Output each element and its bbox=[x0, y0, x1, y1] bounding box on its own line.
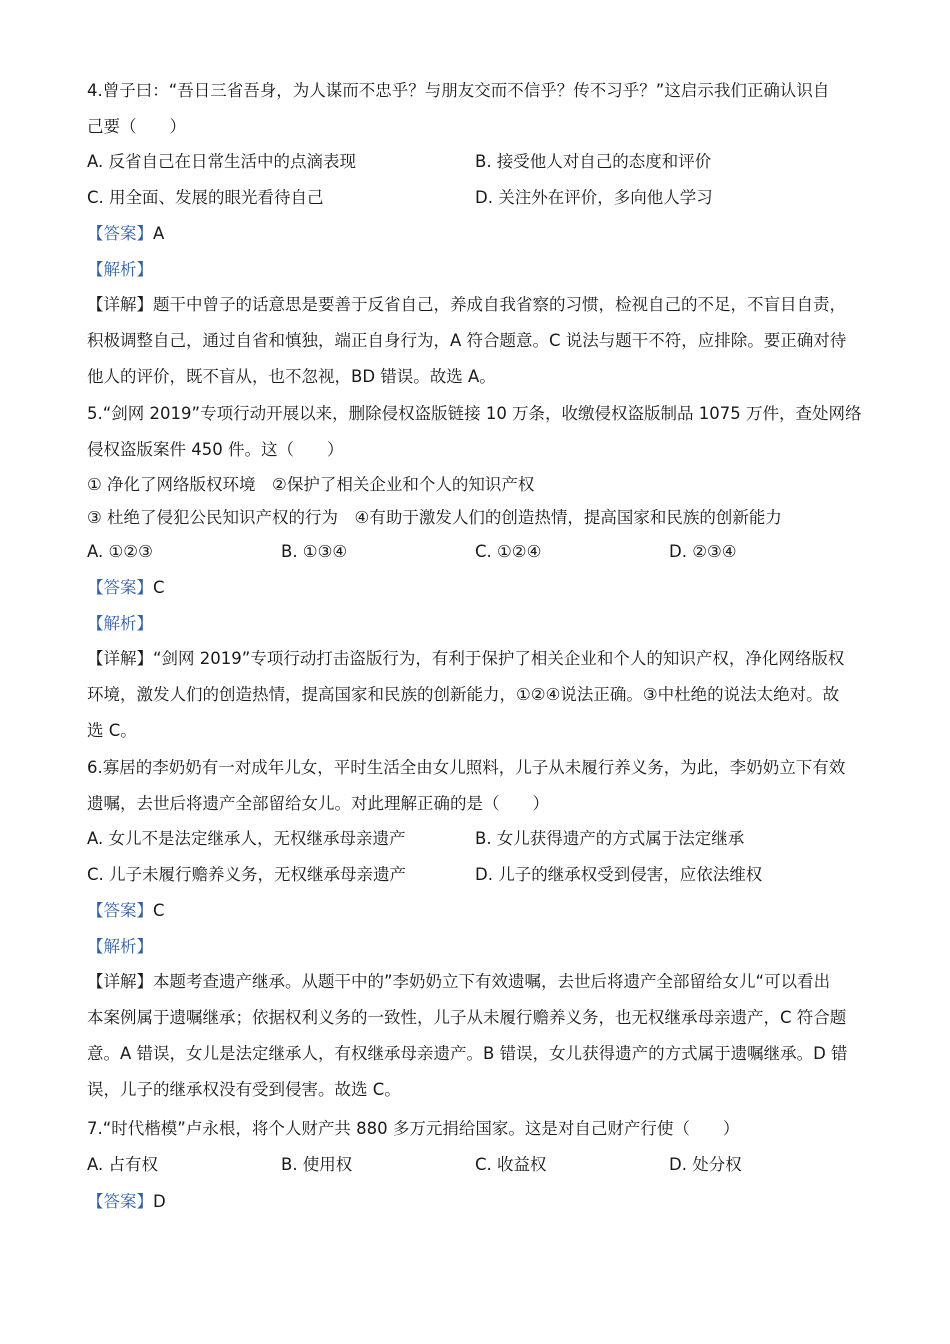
q6-stem-line2: 遗嘱，去世后将遗产全部留给女儿。对此理解正确的是（ ） bbox=[87, 794, 549, 813]
answer-value: A bbox=[153, 224, 165, 243]
q7-stem-line1: 7.“时代楷模”卢永根，将个人财产共 880 多万元捐给国家。这是对自己财产行使（ ） bbox=[87, 1119, 740, 1138]
q6-option-d: D. 儿子的继承权受到侵害，应依法维权 bbox=[475, 865, 763, 884]
q4-detail-line2: 积极调整自己，通过自省和慎独，端正自身行为，A 符合题意。C 说法与题干不符，应排除。要正确对待 bbox=[87, 331, 847, 350]
answer-value: D bbox=[153, 1192, 166, 1211]
q4-stem-line2: 己要（ ） bbox=[87, 117, 186, 136]
q5-analysis-label: 【解析】 bbox=[87, 614, 153, 633]
detail-label: 【详解】 bbox=[87, 649, 153, 668]
q7-option-b: B. 使用权 bbox=[281, 1155, 353, 1174]
q6-answer bbox=[87, 900, 165, 922]
q4-option-c: C. 用全面、发展的眼光看待自己 bbox=[87, 188, 324, 207]
q5-detail-line1 bbox=[87, 648, 844, 670]
q5-option-a: A. ①②③ bbox=[87, 542, 153, 561]
answer-value: C bbox=[153, 578, 165, 597]
detail-text: “剑网 2019”专项行动打击盗版行为，有利于保护了相关企业和个人的知识产权，净化网络版权 bbox=[153, 649, 845, 668]
q6-detail-line4: 误，儿子的继承权没有受到侵害。故选 C。 bbox=[87, 1080, 401, 1099]
answer-label: 【答案】 bbox=[87, 224, 153, 243]
q6-option-a: A. 女儿不是法定继承人，无权继承母亲遗产 bbox=[87, 829, 406, 848]
q5-item-line2: ③ 杜绝了侵犯公民知识产权的行为 ④有助于激发人们的创造热情，提高国家和民族的创新能力 bbox=[87, 508, 782, 527]
q5-option-b: B. ①③④ bbox=[281, 542, 348, 561]
q4-detail-line3: 他人的评价，既不盲从，也不忽视，BD 错误。故选 A。 bbox=[87, 367, 496, 386]
q4-option-b: B. 接受他人对自己的态度和评价 bbox=[475, 152, 712, 171]
q6-detail-line1 bbox=[87, 971, 830, 993]
answer-value: C bbox=[153, 901, 165, 920]
q4-stem-line1: 4.曾子曰：“吾日三省吾身，为人谋而不忠乎？与朋友交而不信乎？传不习乎？”这启示我们正确认识自 bbox=[87, 81, 830, 100]
q7-option-d: D. 处分权 bbox=[669, 1155, 742, 1174]
q7-option-a: A. 占有权 bbox=[87, 1155, 158, 1174]
q5-item-line1: ① 净化了网络版权环境 ②保护了相关企业和个人的知识产权 bbox=[87, 475, 535, 494]
q6-option-b: B. 女儿获得遗产的方式属于法定继承 bbox=[475, 829, 745, 848]
detail-label: 【详解】 bbox=[87, 972, 153, 991]
q7-answer bbox=[87, 1191, 166, 1213]
answer-label: 【答案】 bbox=[87, 1192, 153, 1211]
answer-label: 【答案】 bbox=[87, 901, 153, 920]
detail-text: 题干中曾子的话意思是要善于反省自己，养成自我省察的习惯，检视自己的不足，不盲目自责， bbox=[153, 295, 846, 314]
q5-stem-line2: 侵权盗版案件 450 件。这（ ） bbox=[87, 440, 344, 459]
detail-label: 【详解】 bbox=[87, 295, 153, 314]
detail-text: 本题考查遗产继承。从题干中的”李奶奶立下有效遗嘱，去世后将遗产全部留给女儿“可以看出 bbox=[153, 972, 831, 991]
q7-option-c: C. 收益权 bbox=[475, 1155, 547, 1174]
q6-detail-line2: 本案例属于遗嘱继承；依据权利义务的一致性，儿子从未履行赡养义务，也无权继承母亲遗产，C 符合题 bbox=[87, 1008, 847, 1027]
q4-option-d: D. 关注外在评价，多向他人学习 bbox=[475, 188, 713, 207]
q4-detail-line1 bbox=[87, 294, 846, 316]
q6-detail-line3: 意。A 错误，女儿是法定继承人，有权继承母亲遗产。B 错误，女儿获得遗产的方式属于遗嘱继承。D 错 bbox=[87, 1044, 848, 1063]
q4-answer bbox=[87, 223, 164, 245]
q5-option-d: D. ②③④ bbox=[669, 542, 737, 561]
q4-option-a: A. 反省自己在日常生活中的点滴表现 bbox=[87, 152, 356, 171]
q5-detail-line3: 选 C。 bbox=[87, 721, 137, 740]
q6-option-c: C. 儿子未履行赡养义务，无权继承母亲遗产 bbox=[87, 865, 407, 884]
q4-analysis-label: 【解析】 bbox=[87, 260, 153, 279]
q6-stem-line1: 6.寡居的李奶奶有一对成年儿女，平时生活全由女儿照料，儿子从未履行养义务，为此，李奶奶立下有效 bbox=[87, 758, 846, 777]
q5-stem-line1: 5.“剑网 2019”专项行动开展以来，删除侵权盗版链接 10 万条，收缴侵权盗版制品 1075 万件，查处网络 bbox=[87, 404, 862, 423]
answer-label: 【答案】 bbox=[87, 578, 153, 597]
q5-detail-line2: 环境，激发人们的创造热情，提高国家和民族的创新能力，①②④说法正确。③中杜绝的说法太绝对。故 bbox=[87, 685, 840, 704]
q5-option-c: C. ①②④ bbox=[475, 542, 542, 561]
q5-answer bbox=[87, 577, 165, 599]
q6-analysis-label: 【解析】 bbox=[87, 937, 153, 956]
